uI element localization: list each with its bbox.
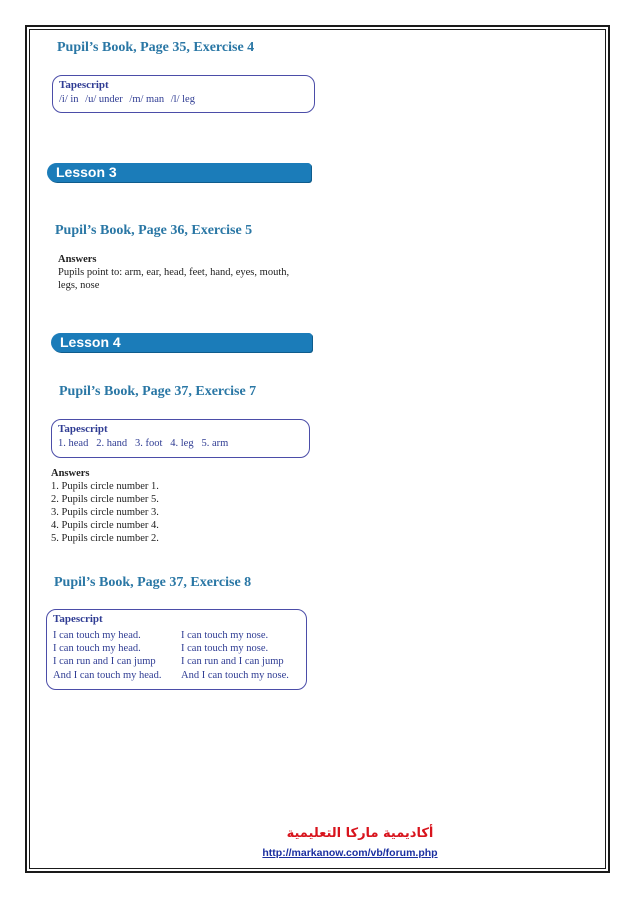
exercise-7-tapescript-box: [51, 419, 310, 458]
exercise-7-answers: [51, 467, 159, 545]
tapescript-title: Tapescript: [53, 613, 103, 625]
answer-item: 3. Pupils circle number 3.: [51, 507, 159, 518]
tapescript-title: Tapescript: [58, 423, 108, 435]
song-lyrics: [53, 629, 300, 682]
phonics-row: [59, 94, 308, 105]
footer-forum-link[interactable]: http://markanow.com/vb/forum.php: [262, 847, 438, 859]
exercise-7-heading: Pupil’s Book, Page 37, Exercise 7: [59, 384, 257, 399]
answers-text: legs, nose: [58, 280, 100, 291]
answers-title: Answers: [51, 468, 90, 479]
lyric-line: And I can touch my head.: [53, 669, 162, 681]
tapescript-title: Tapescript: [59, 79, 109, 91]
phonics-item: /u/ under: [85, 94, 123, 105]
lesson-4-label: Lesson 4: [60, 334, 121, 350]
exercise-8-heading: Pupil’s Book, Page 37, Exercise 8: [54, 575, 252, 590]
answers-text: Pupils point to: arm, ear, head, feet, hand, eyes, mouth,: [58, 267, 290, 278]
lyric-line: I can run and I can jump: [181, 656, 284, 668]
exercise-5-heading: Pupil’s Book, Page 36, Exercise 5: [55, 223, 253, 238]
answer-item: 5. Pupils circle number 2.: [51, 533, 159, 544]
lyric-line: I can touch my head.: [53, 630, 141, 641]
phonics-item: /i/ in: [59, 94, 79, 105]
lesson-3-label: Lesson 3: [56, 164, 117, 180]
answers-title: Answers: [58, 254, 97, 265]
lyric-line: I can touch my nose.: [181, 630, 269, 641]
phonics-item: /m/ man: [129, 94, 165, 105]
answer-item: 2. Pupils circle number 5.: [51, 494, 159, 505]
lesson-3-banner: [47, 163, 311, 182]
exercise-5-answers: [58, 253, 289, 292]
exercise-4-heading: Pupil’s Book, Page 35, Exercise 4: [57, 40, 255, 55]
answer-item: 4. Pupils circle number 4.: [51, 520, 159, 531]
lesson-4-banner: [51, 333, 312, 352]
exercise-8-tapescript-box: [46, 609, 307, 690]
lyric-line: And I can touch my nose.: [181, 669, 289, 681]
tapescript-line: 1. head 2. hand 3. foot 4. leg 5. arm: [58, 438, 229, 449]
lyrics-right-column: [181, 629, 289, 682]
footer-arabic-title: أكاديمية ماركا التعليمية: [286, 826, 434, 841]
lyrics-left-column: [53, 629, 181, 682]
answer-item: 1. Pupils circle number 1.: [51, 481, 159, 492]
exercise-4-tapescript-box: [52, 75, 315, 113]
lyric-line: I can run and I can jump: [53, 656, 156, 668]
lyric-line: I can touch my head.: [53, 643, 141, 655]
phonics-item: /l/ leg: [170, 94, 195, 105]
lyric-line: I can touch my nose.: [181, 643, 269, 655]
